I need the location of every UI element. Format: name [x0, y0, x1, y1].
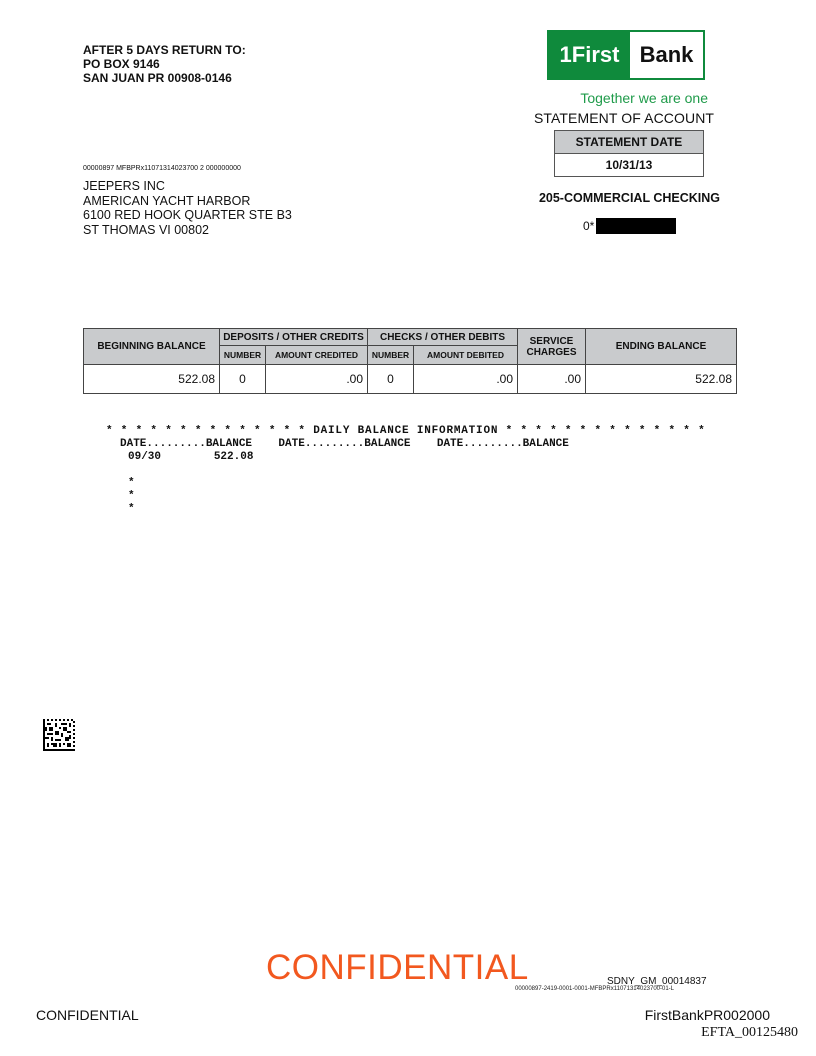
service-charges-value: .00: [518, 365, 586, 394]
return-address-line: AFTER 5 DAYS RETURN TO:: [83, 43, 246, 57]
mailing-address: [83, 179, 292, 237]
address-line: ST THOMAS VI 00802: [83, 222, 209, 237]
header-beginning-balance: BEGINNING BALANCE: [84, 329, 220, 365]
efta-number: EFTA_00125480: [701, 1025, 798, 1040]
header-amount-debited: AMOUNT DEBITED: [414, 346, 518, 365]
account-number-prefix: 0*: [583, 219, 595, 233]
daily-balance-stars: * * *: [128, 477, 135, 515]
header-service-charges: SERVICE CHARGES: [518, 329, 586, 365]
daily-balance-header: DATE.........BALANCE DATE.........BALANCE DATE.........BALANCE: [120, 438, 569, 450]
bates-number: FirstBankPR002000: [644, 1007, 770, 1023]
header-amount-credited: AMOUNT CREDITED: [266, 346, 368, 365]
beginning-balance-value: 522.08: [84, 365, 220, 394]
statement-date-label: STATEMENT DATE: [555, 131, 703, 154]
header-deposit-number: NUMBER: [220, 346, 266, 365]
header-deposits: DEPOSITS / OTHER CREDITS: [220, 329, 368, 346]
statement-title: STATEMENT OF ACCOUNT: [533, 110, 715, 126]
return-address-line: SAN JUAN PR 00908-0146: [83, 71, 232, 85]
tagline: Together we are one: [580, 90, 708, 106]
confidential-label: CONFIDENTIAL: [36, 1007, 139, 1023]
deposit-count-value: 0: [220, 365, 266, 394]
header-ending-balance: ENDING BALANCE: [586, 329, 737, 365]
account-summary-table: [83, 328, 737, 394]
mailing-reference: 00000897 MFBPRx11071314023700 2 000000000: [83, 165, 241, 172]
header-check-number: NUMBER: [368, 346, 414, 365]
ending-balance-value: 522.08: [586, 365, 737, 394]
address-line: AMERICAN YACHT HARBOR: [83, 193, 251, 208]
header-checks: CHECKS / OTHER DEBITS: [368, 329, 518, 346]
logo-bank: Bank: [639, 42, 694, 67]
address-line: 6100 RED HOOK QUARTER STE B3: [83, 208, 292, 222]
check-count-value: 0: [368, 365, 414, 394]
statement-date-box: [554, 130, 704, 177]
daily-balance-title: * * * * * * * * * * * * * * DAILY BALANCE INFORMATION * * * * * * * * * * * * * *: [106, 425, 706, 437]
account-type: 205-COMMERCIAL CHECKING: [538, 191, 720, 205]
redaction-bar: [596, 218, 676, 234]
account-number: [583, 218, 676, 234]
document-reference: 00000897-2419-0001-0001-MFBPRx11071314023700-01-L: [515, 986, 675, 992]
statement-date-value: 10/31/13: [605, 158, 653, 172]
confidential-stamp: CONFIDENTIAL: [266, 948, 529, 987]
bank-logo: [547, 30, 705, 80]
customer-name: JEEPERS INC: [83, 179, 165, 193]
daily-balance-row: 09/30 522.08: [128, 451, 254, 463]
amount-credited-value: .00: [266, 365, 368, 394]
amount-debited-value: .00: [414, 365, 518, 394]
return-address: [83, 43, 246, 85]
datamatrix-barcode-icon: [43, 719, 75, 751]
table-row: [84, 365, 737, 394]
return-address-line: PO BOX 9146: [83, 57, 160, 71]
sdny-bates-number: SDNY_GM_00014837: [607, 976, 707, 987]
logo-first: 1First: [549, 32, 630, 78]
